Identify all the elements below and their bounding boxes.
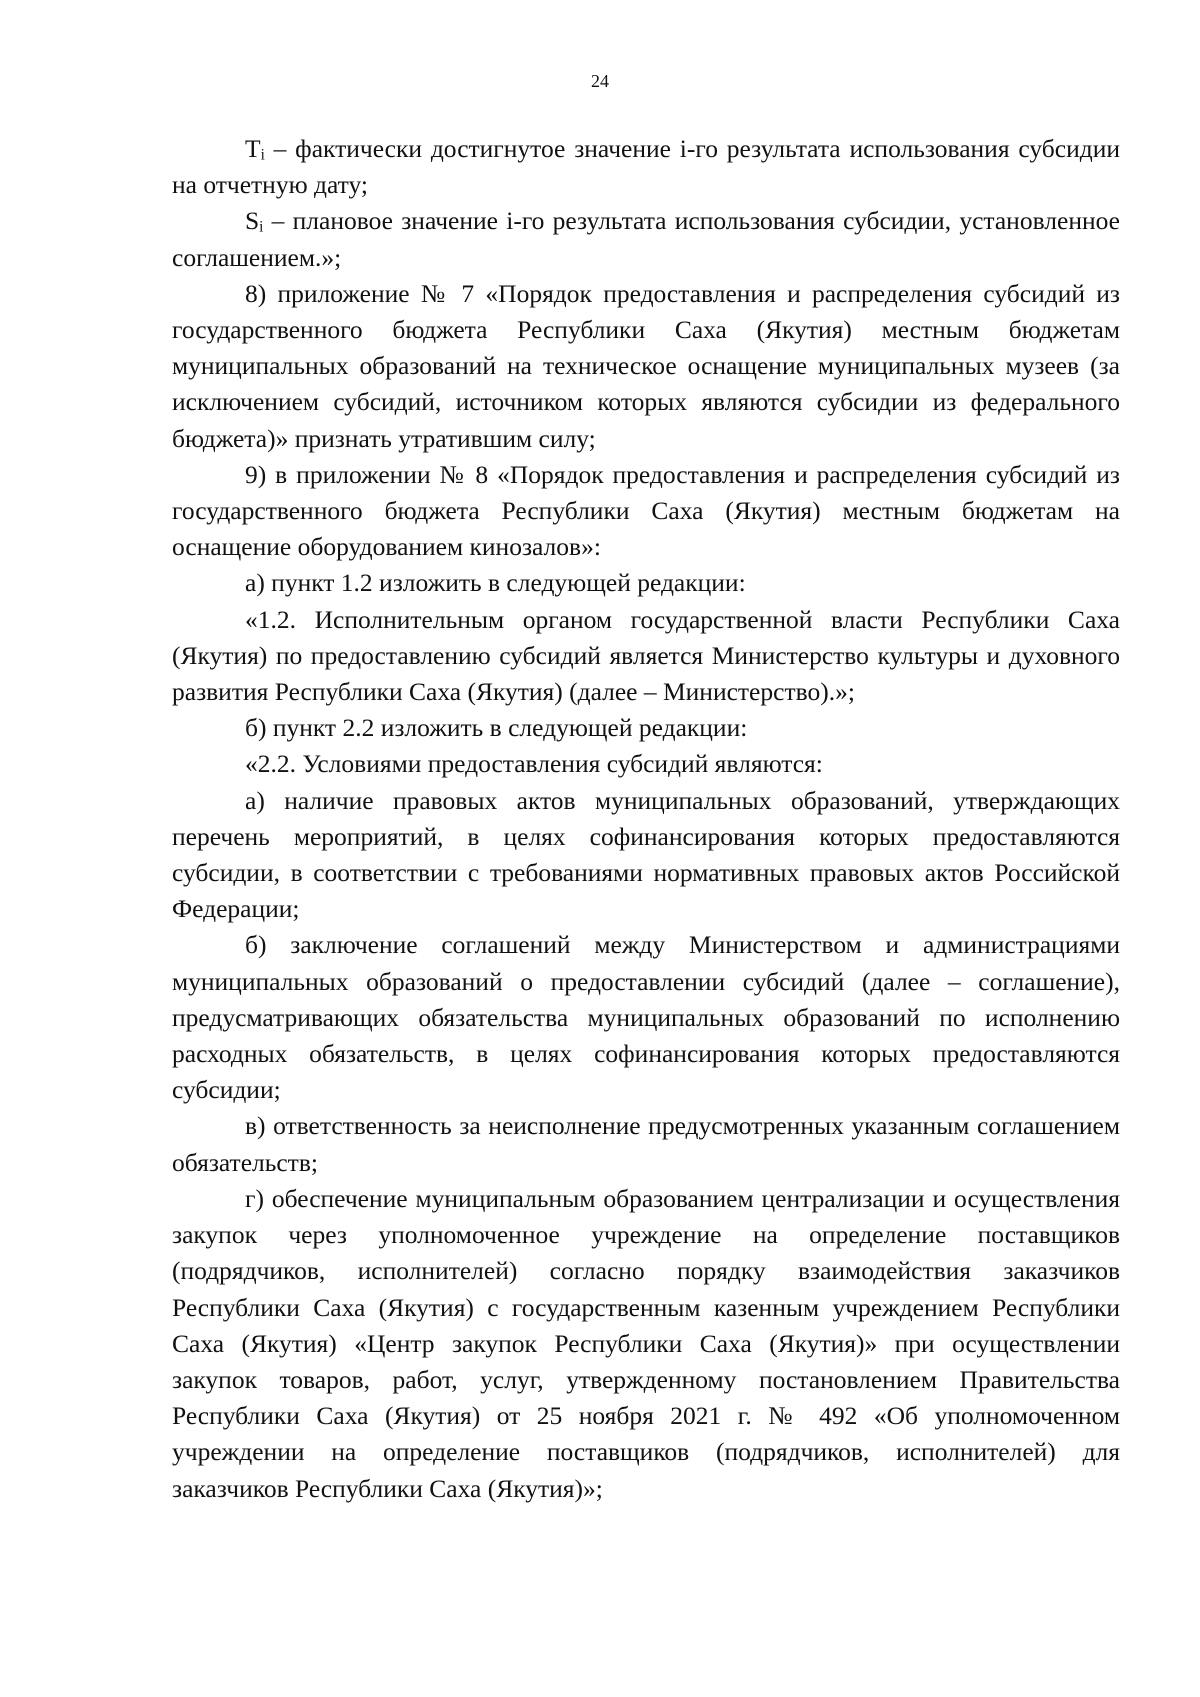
paragraph-subitem-b-2-2: б) пункт 2.2 изложить в следующей редакции: xyxy=(245,713,748,743)
paragraph-condition-v: в) ответственность за неисполнение предусмотренных указанным соглашением обязательств; xyxy=(172,1111,1120,1177)
paragraph-condition-g: г) обеспечение муниципальным образованием централизации и осуществления закупок через уполномоченное учреждение на определение поставщиков (подрядчиков, исполнителей) согласно порядку взаимодействия заказчиков Республики Саха (Якутия) с государственным казенным учреждением Республики Саха (Якутия) «Центр закупок Республики Саха (Якутия)» при осуществлении закупок товаров, работ, услуг, утвержденному постановлением Правительства Республики Саха (Якутия) от 25 ноября 2021 г. № 492 «Об уполномоченном учреждении на определение поставщиков (подрядчиков, исполнителей) для заказчиков Республики Саха (Якутия)»; xyxy=(172,1183,1120,1503)
paragraph-ti-definition: Tᵢ – фактически достигнутое значение i-го результата использования субсидии на отчетную дату; xyxy=(172,134,1120,200)
paragraph-condition-b: б) заключение соглашений между Министерством и администрациями муниципальных образований о предоставлении субсидий (далее – соглашение), предусматривающих обязательства муниципальных образований по исполнению расходных обязательств, в целях софинансирования которых предоставляются субсидии; xyxy=(172,930,1120,1105)
paragraph-clause-1-2: «1.2. Исполнительным органом государственной власти Республики Саха (Якутия) по предоставлению субсидий является Министерство культуры и духовного развития Республики Саха (Якутия) (далее – Министерство).»; xyxy=(172,604,1120,707)
paragraph-clause-2-2: «2.2. Условиями предоставления субсидий являются: xyxy=(245,749,823,779)
paragraph-item-9: 9) в приложении № 8 «Порядок предоставления и распределения субсидий из государственного бюджета Республики Саха (Якутия) местным бюджетам на оснащение оборудованием кинозалов»: xyxy=(172,459,1120,562)
document-body xyxy=(172,131,1120,1507)
paragraph-item-8: 8) приложение № 7 «Порядок предоставления и распределения субсидий из государственного бюджета Республики Саха (Якутия) местным бюджетам муниципальных образований на техническое оснащение муниципальных музеев (за исключением субсидий, источником которых являются субсидии из федерального бюджета)» признать утратившим силу; xyxy=(172,278,1120,453)
paragraph-subitem-a-1-2: а) пункт 1.2 изложить в следующей редакции: xyxy=(245,568,746,598)
page-number: 24 xyxy=(591,71,609,91)
paragraph-si-definition: Sᵢ – плановое значение i-го результата использования субсидии, установленное соглашением.»; xyxy=(172,206,1120,272)
paragraph-condition-a: а) наличие правовых актов муниципальных образований, утверждающих перечень мероприятий, в целях софинансирования которых предоставляются субсидии, в соответствии с требованиями нормативных правовых актов Российской Федерации; xyxy=(172,785,1120,924)
